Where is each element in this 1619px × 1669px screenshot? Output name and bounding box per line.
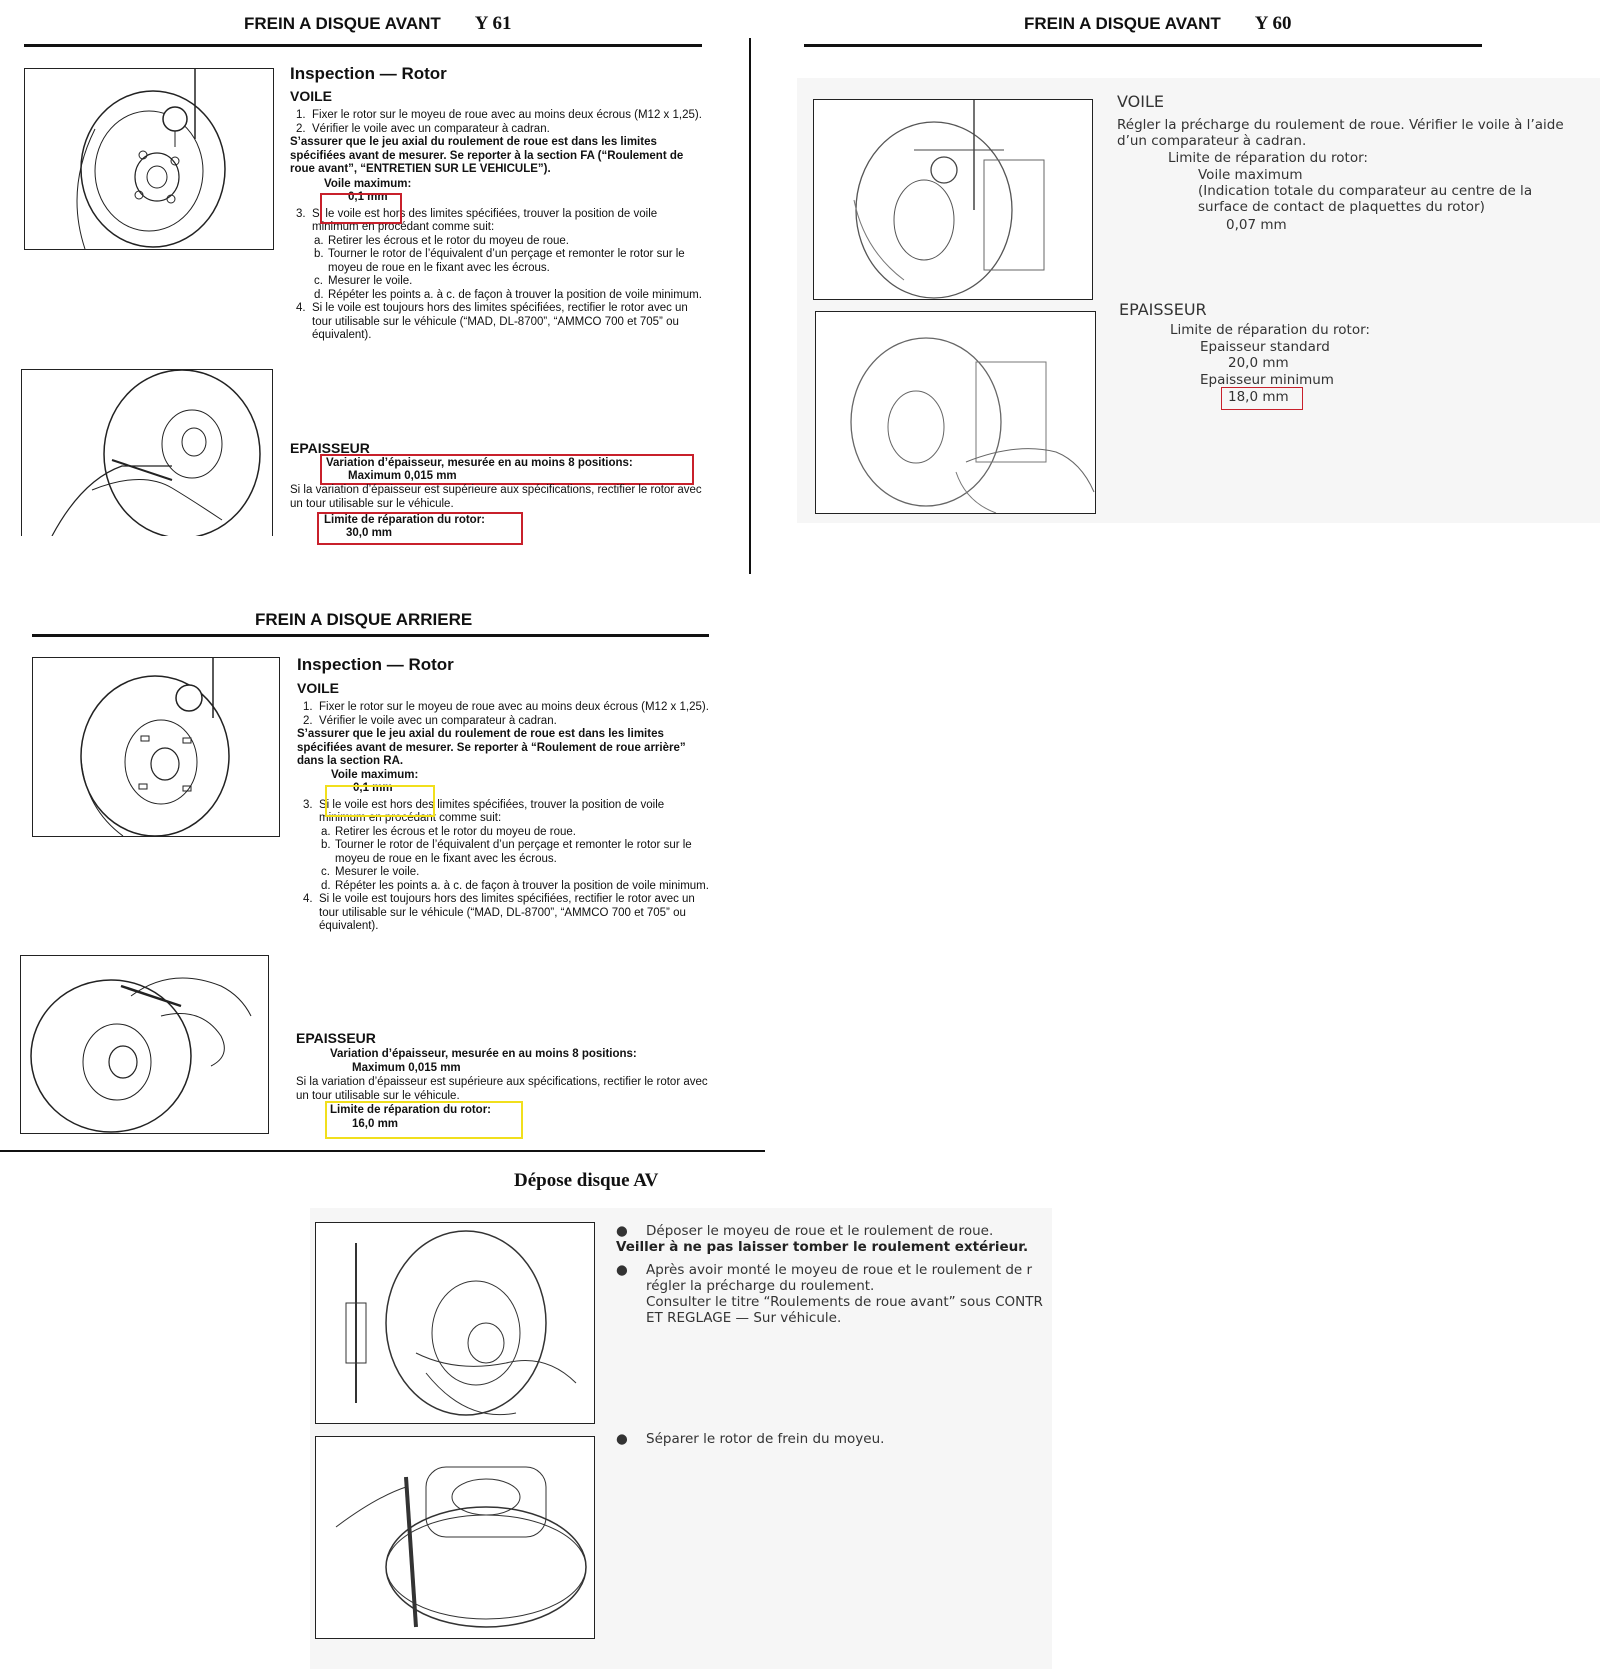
front-y61-rule — [24, 44, 702, 47]
front-y60-min-highlight — [1221, 387, 1303, 410]
front-y61-step2: Vérifier le voile avec un comparateur à cadran. — [312, 122, 550, 135]
front-y61-step4: Si le voile est toujours hors des limites spécifiées, rectifier le rotor avec un tour utilisable sur le véhicule (“MAD, DL-8700”, “AMMCO 700 et 705” ou équivalent). — [312, 302, 688, 341]
front-y61-step3: Si le voile est hors des limites spécifiées, trouver la position de voile minimum en procédant comme suit: — [312, 207, 658, 233]
rear-thickness-figure — [20, 955, 269, 1134]
front-y61-step3b: Tourner le rotor de l’équivalent d’un perçage et remonter le rotor sur le moyeu de roue en le fixant avec les écrous. — [328, 248, 685, 274]
depose-hub-figure — [315, 1222, 595, 1424]
front-y61-voile-heading: VOILE — [290, 88, 333, 104]
front-y60-voile-text: Régler la précharge du roulement de roue. Vérifier le voile à l’aide d’un comparateur à cadran. — [1117, 117, 1564, 149]
front-y61-voile-steps: 1. Fixer le rotor sur le moyeu de roue avec au moins deux écrous (M12 x 1,25). 2. Vérifier le voile avec un comparateur à cadran. S’assurer que le jeu axial du roulement de roue est dans les limites spécifiées avant de mesurer. Se reporter à la section FA (“Roulement de roue avant”, “ENTRETIEN SUR LE VEHICULE”). Voile maximum: 0,1 mm 3. Si le voile est hors des limites spécifiées, trouver la position de voile minimum en procédant comme suit: a. Retirer les écrous et le rotor du moyeu de roue. b. Tourner le rotor de l’équivalent d’un perçage et remonter le rotor sur le moyeu de roue en le fixant avec les écrous. c. Mesurer le voile. d. Répéter les points a. à c. de façon à trouver la position de voile minimum. 4. Si le voile est toujours hors des limites spécifiées, rectifier le rotor avec un tour utilisable sur le véhicule (“MAD, DL-8700”, “AMMCO 700 et 705” ou équivalent). — [290, 109, 702, 341]
front-y61-step3a: Retirer les écrous et le rotor du moyeu de roue. — [328, 234, 569, 247]
front-y60-std-value: 20,0 mm — [1228, 355, 1289, 371]
front-y60-voile-max-value: 0,07 mm — [1226, 217, 1287, 233]
depose-b2-line4: ET REGLAGE — Sur véhicule. — [646, 1310, 842, 1326]
list-item: 3. Si le voile est hors des limites spécifiées, trouver la position de voile minimum en procédant comme suit: — [303, 798, 665, 824]
depose-title: Dépose disque AV — [514, 1170, 659, 1191]
list-item: 3. Si le voile est hors des limites spécifiées, trouver la position de voile minimum en procédant comme suit: — [296, 207, 658, 233]
depose-b1: Déposer le moyeu de roue et le roulement de roue. — [646, 1223, 994, 1239]
front-y60-limit-label: Limite de réparation du rotor: — [1168, 150, 1368, 166]
rear-runout-figure — [32, 657, 280, 837]
list-item: 4. Si le voile est toujours hors des limites spécifiées, rectifier le rotor avec un tour utilisable sur le véhicule (“MAD, DL-8700”, “AMMCO 700 et 705” ou équivalent). — [296, 302, 688, 341]
front-y60-epaisseur-heading: EPAISSEUR — [1119, 300, 1207, 319]
front-y60-voile-max-label: Voile maximum — [1198, 167, 1303, 183]
front-y60-title: FREIN A DISQUE AVANT — [1024, 14, 1221, 33]
front-y60-runout-figure — [813, 99, 1093, 300]
front-y61-header — [244, 13, 512, 35]
front-y61-epaisseur-heading: EPAISSEUR — [290, 440, 370, 456]
depose-b3: Séparer le rotor de frein du moyeu. — [646, 1431, 885, 1447]
front-y61-variation-value: Maximum 0,015 mm — [348, 470, 457, 482]
rear-limit-label: Limite de réparation du rotor: — [330, 1104, 492, 1116]
rear-step3d: Répéter les points a. à c. de façon à trouver la position de voile minimum. — [335, 879, 709, 892]
front-y60-header — [1024, 13, 1292, 35]
rear-variation-note: Si la variation d’épaisseur est supérieure aux spécifications, rectifier le rotor avec un tour utilisable sur le véhicule. — [296, 1076, 708, 1102]
rear-voile-max-label: Voile maximum: — [331, 768, 419, 781]
front-y61-title: FREIN A DISQUE AVANT — [244, 14, 441, 33]
rear-step3b: Tourner le rotor de l’équivalent d’un perçage et remonter le rotor sur le moyeu de roue en le fixant avec les écrous. — [335, 839, 692, 865]
depose-bullet-3: ● — [616, 1431, 628, 1447]
rear-epaisseur-heading: EPAISSEUR — [296, 1030, 376, 1046]
front-y61-step1: Fixer le rotor sur le moyeu de roue avec au moins deux écrous (M12 x 1,25). — [312, 109, 702, 121]
front-y60-min-label: Epaisseur minimum — [1200, 372, 1334, 388]
rear-header: FREIN A DISQUE ARRIERE — [255, 610, 473, 629]
rear-voile-steps: 1. Fixer le rotor sur le moyeu de roue avec au moins deux écrous (M12 x 1,25). 2. Vérifier le voile avec un comparateur à cadran. S’assurer que le jeu axial du roulement de roue est dans les limites spécifiées avant de mesurer. Se reporter à “Roulement de roue arrière” dans la section RA. Voile maximum: 0,1 mm 3. Si le voile est hors des limites spécifiées, trouver la position de voile minimum en procédant comme suit: a. Retirer les écrous et le rotor du moyeu de roue. b. Tourner le rotor de l’équivalent d’un perçage et remonter le rotor sur le moyeu de roue en le fixant avec les écrous. c. Mesurer le voile. d. Répéter les points a. à c. de façon à trouver la position de voile minimum. 4. Si le voile est toujours hors des limites spécifiées, rectifier le rotor avec un tour utilisable sur le véhicule (“MAD, DL-8700”, “AMMCO 700 et 705” ou équivalent). — [297, 701, 709, 932]
rear-variation-label: Variation d’épaisseur, mesurée en au moins 8 positions: — [330, 1048, 637, 1060]
front-y61-limit-highlight — [317, 512, 523, 545]
front-y60-rule — [804, 44, 1482, 47]
front-y61-inspection-title: Inspection — Rotor — [290, 64, 447, 83]
front-y60-limit-label-2: Limite de réparation du rotor: — [1170, 322, 1370, 338]
depose-rotor-figure — [315, 1436, 595, 1639]
rear-step3: Si le voile est hors des limites spécifiées, trouver la position de voile minimum en procédant comme suit: — [319, 798, 665, 824]
list-item: 1. Fixer le rotor sur le moyeu de roue avec au moins deux écrous (M12 x 1,25). — [296, 109, 702, 121]
front-y60-min-value: 18,0 mm — [1228, 389, 1289, 405]
front-y61-limit-value: 30,0 mm — [346, 527, 393, 539]
rear-step3c: Mesurer le voile. — [335, 866, 420, 878]
depose-b2-line1: Après avoir monté le moyeu de roue et le roulement de r — [646, 1262, 1033, 1278]
front-y61-model: Y 61 — [474, 13, 512, 34]
rear-step2: Vérifier le voile avec un comparateur à cadran. — [319, 714, 557, 727]
rear-step1: Fixer le rotor sur le moyeu de roue avec au moins deux écrous (M12 x 1,25). — [319, 701, 709, 713]
front-y61-thickness-figure — [21, 369, 273, 536]
depose-bullet-2: ● — [616, 1262, 628, 1278]
column-divider — [749, 38, 751, 574]
rear-limit-highlight — [325, 1101, 523, 1139]
front-y60-model: Y 60 — [1254, 13, 1292, 34]
rear-inspection-title: Inspection — Rotor — [297, 655, 454, 674]
front-y61-voile-highlight — [320, 193, 402, 224]
depose-b2-line2: régler la précharge du roulement. — [646, 1278, 875, 1294]
rear-voile-heading: VOILE — [297, 680, 340, 696]
rear-variation-value: Maximum 0,015 mm — [352, 1062, 461, 1074]
section-separator — [0, 1150, 765, 1152]
front-y61-variation-label: Variation d’épaisseur, mesurée en au moins 8 positions: — [326, 457, 633, 469]
list-item: 4. Si le voile est toujours hors des limites spécifiées, rectifier le rotor avec un tour utilisable sur le véhicule (“MAD, DL-8700”, “AMMCO 700 et 705” ou équivalent). — [303, 893, 695, 932]
front-y60-voile-heading: VOILE — [1117, 92, 1164, 111]
rear-limit-value: 16,0 mm — [352, 1118, 399, 1130]
depose-b1-bold: Veiller à ne pas laisser tomber le roulement extérieur. — [616, 1239, 1029, 1255]
rear-rule — [32, 634, 709, 637]
front-y60-thickness-figure — [815, 311, 1096, 514]
depose-bullet-1: ● — [616, 1223, 628, 1239]
front-y61-step3c: Mesurer le voile. — [328, 275, 413, 287]
front-y61-variation-highlight — [320, 454, 694, 485]
list-item: 2. Vérifier le voile avec un comparateur à cadran. — [303, 714, 557, 727]
rear-step4: Si le voile est toujours hors des limites spécifiées, rectifier le rotor avec un tour utilisable sur le véhicule (“MAD, DL-8700”, “AMMCO 700 et 705” ou équivalent). — [319, 893, 695, 932]
front-y61-voile-max-label: Voile maximum: — [324, 177, 412, 190]
front-y61-variation-note: Si la variation d’épaisseur est supérieure aux spécifications, rectifier le rotor avec un tour utilisable sur le véhicule. — [290, 484, 702, 510]
rear-step3a: Retirer les écrous et le rotor du moyeu de roue. — [335, 825, 576, 838]
rear-voile-highlight — [325, 785, 435, 817]
front-y60-voile-max-note: (Indication totale du comparateur au centre de la surface de contact de plaquettes du rotor) — [1198, 183, 1533, 215]
front-y61-step3d: Répéter les points a. à c. de façon à trouver la position de voile minimum. — [328, 288, 702, 301]
list-item: 2. Vérifier le voile avec un comparateur à cadran. — [296, 122, 550, 135]
depose-b2-line3: Consulter le titre “Roulements de roue avant” sous CONTR — [646, 1294, 1043, 1310]
list-item: 1. Fixer le rotor sur le moyeu de roue avec au moins deux écrous (M12 x 1,25). — [303, 701, 709, 713]
front-y61-limit-label: Limite de réparation du rotor: — [324, 514, 486, 526]
rear-note: S’assurer que le jeu axial du roulement de roue est dans les limites spécifiées avant de mesurer. Se reporter à “Roulement de roue arrière” dans la section RA. — [297, 728, 686, 767]
front-y61-note: S’assurer que le jeu axial du roulement de roue est dans les limites spécifiées avant de mesurer. Se reporter à la section FA (“Roulement de roue avant”, “ENTRETIEN SUR LE VEHICULE”). — [290, 136, 684, 175]
rear-voile-max-value: 0,1 mm — [353, 782, 393, 794]
front-y61-runout-figure — [24, 68, 274, 250]
front-y61-voile-max-value: 0,1 mm — [348, 191, 388, 203]
front-y60-std-label: Epaisseur standard — [1200, 339, 1330, 355]
